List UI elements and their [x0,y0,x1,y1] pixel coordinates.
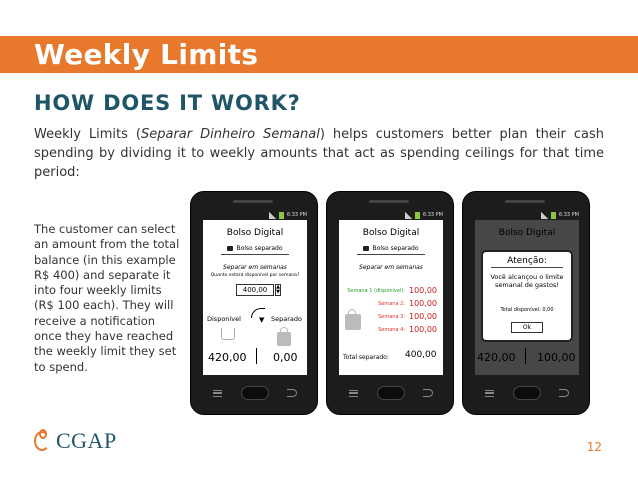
intro-part2: ) helps customers better plan their cash spending by dividing it to weekly amounts that act as spending ceilings for that time period: [34,127,604,180]
intro-italic: Separar Dinheiro Semanal [140,127,320,142]
week-label: Semana 4: [378,327,405,333]
modal-divider [491,267,563,268]
bag-subtitle-text: Bolso separado [236,245,283,252]
home-button[interactable] [241,386,269,400]
phone-1 [190,191,318,415]
intro-part1: Weekly Limits ( [34,127,141,142]
status-time: 6:33 PM [422,212,443,218]
phone-3-screen [475,220,579,375]
modal-title: Atenção: [507,256,547,266]
week-row [339,286,443,296]
battery-icon [415,212,420,219]
status-bar [339,210,443,220]
amount-stepper[interactable]: ▲ ▼ [276,284,280,295]
phone-1-screen [203,220,307,375]
intro-paragraph [34,125,604,182]
menu-icon[interactable] [349,390,358,397]
page-number: 12 [586,440,602,454]
menu-icon[interactable] [485,390,494,397]
signal-icon [405,212,412,219]
logo-text: CGAP [56,428,117,453]
bag-icon [363,246,369,251]
bag-subtitle [339,245,443,252]
week-value: 100,00 [409,312,437,321]
bag-gray-icon [277,332,291,346]
total-label: Total separado: [343,354,389,361]
back-icon[interactable] [423,389,433,397]
cgap-logo [34,428,117,454]
status-bar [203,210,307,220]
bag-subtitle [203,245,307,252]
cgap-logo-icon [34,429,54,453]
phone-nav [203,382,307,404]
menu-icon[interactable] [213,390,222,397]
app-title: Bolso Digital [362,228,420,238]
phone-nav [475,382,579,404]
phone-speaker [505,200,545,203]
home-button[interactable] [513,386,541,400]
signal-icon [541,212,548,219]
slide-title: Weekly Limits [34,38,259,71]
week-row [339,299,443,309]
back-icon[interactable] [559,389,569,397]
bag-gray-icon [345,314,361,330]
status-time: 6:33 PM [286,212,307,218]
week-label: Semana 2: [378,301,405,307]
status-time: 6:33 PM [558,212,579,218]
separate-weeks-link[interactable]: Separar em semanas [223,264,287,271]
battery-icon [551,212,556,219]
available-value: 420,00 [208,351,247,364]
bag-icon [227,246,233,251]
back-icon[interactable] [287,389,297,397]
signal-icon [269,212,276,219]
value-divider [256,348,257,364]
cart-icon [221,328,235,340]
app-title: Bolso Digital [226,228,284,238]
week-label: Semana 3: [378,314,405,320]
phone-speaker [369,200,409,203]
amount-input[interactable]: 400,00 [236,284,274,296]
phone-nav [339,382,443,404]
battery-icon [279,212,284,219]
week-value: 100,00 [409,299,437,308]
week-value: 100,00 [409,286,437,295]
arrow-head-icon: ▼ [259,316,265,324]
phone-2 [326,191,454,415]
amount-question: Quanto estará disponível por semana? [210,273,300,278]
separated-value: 0,00 [273,351,298,364]
home-button[interactable] [377,386,405,400]
week-label: Semana 1 (disponível): [347,288,405,294]
modal-available: Total disponível: 0,00 [500,307,554,313]
phone-3 [462,191,590,415]
side-explanation: The customer can select an amount from the total balance (in this example R$ 400) and separate it into four weekly limits (R$ 100 each). They will receive a notification once they have reached the weekly limit they set to spend. [34,222,180,374]
separate-weeks-link[interactable]: Separar em semanas [359,264,423,271]
week-value: 100,00 [409,325,437,334]
section-heading: HOW DOES IT WORK? [34,91,301,115]
total-value: 400,00 [405,350,437,360]
divider [221,254,289,255]
modal-message: Você alcançou o limite semanal de gastos! [490,273,564,289]
phone-speaker [233,200,273,203]
bag-subtitle-text: Bolso separado [372,245,419,252]
ok-button[interactable]: Ok [511,322,543,333]
available-label: Disponível [207,315,241,323]
phone-2-screen [339,220,443,375]
separated-label: Separado [271,315,302,323]
status-bar [475,210,579,220]
alert-modal [481,250,573,342]
divider [357,254,425,255]
